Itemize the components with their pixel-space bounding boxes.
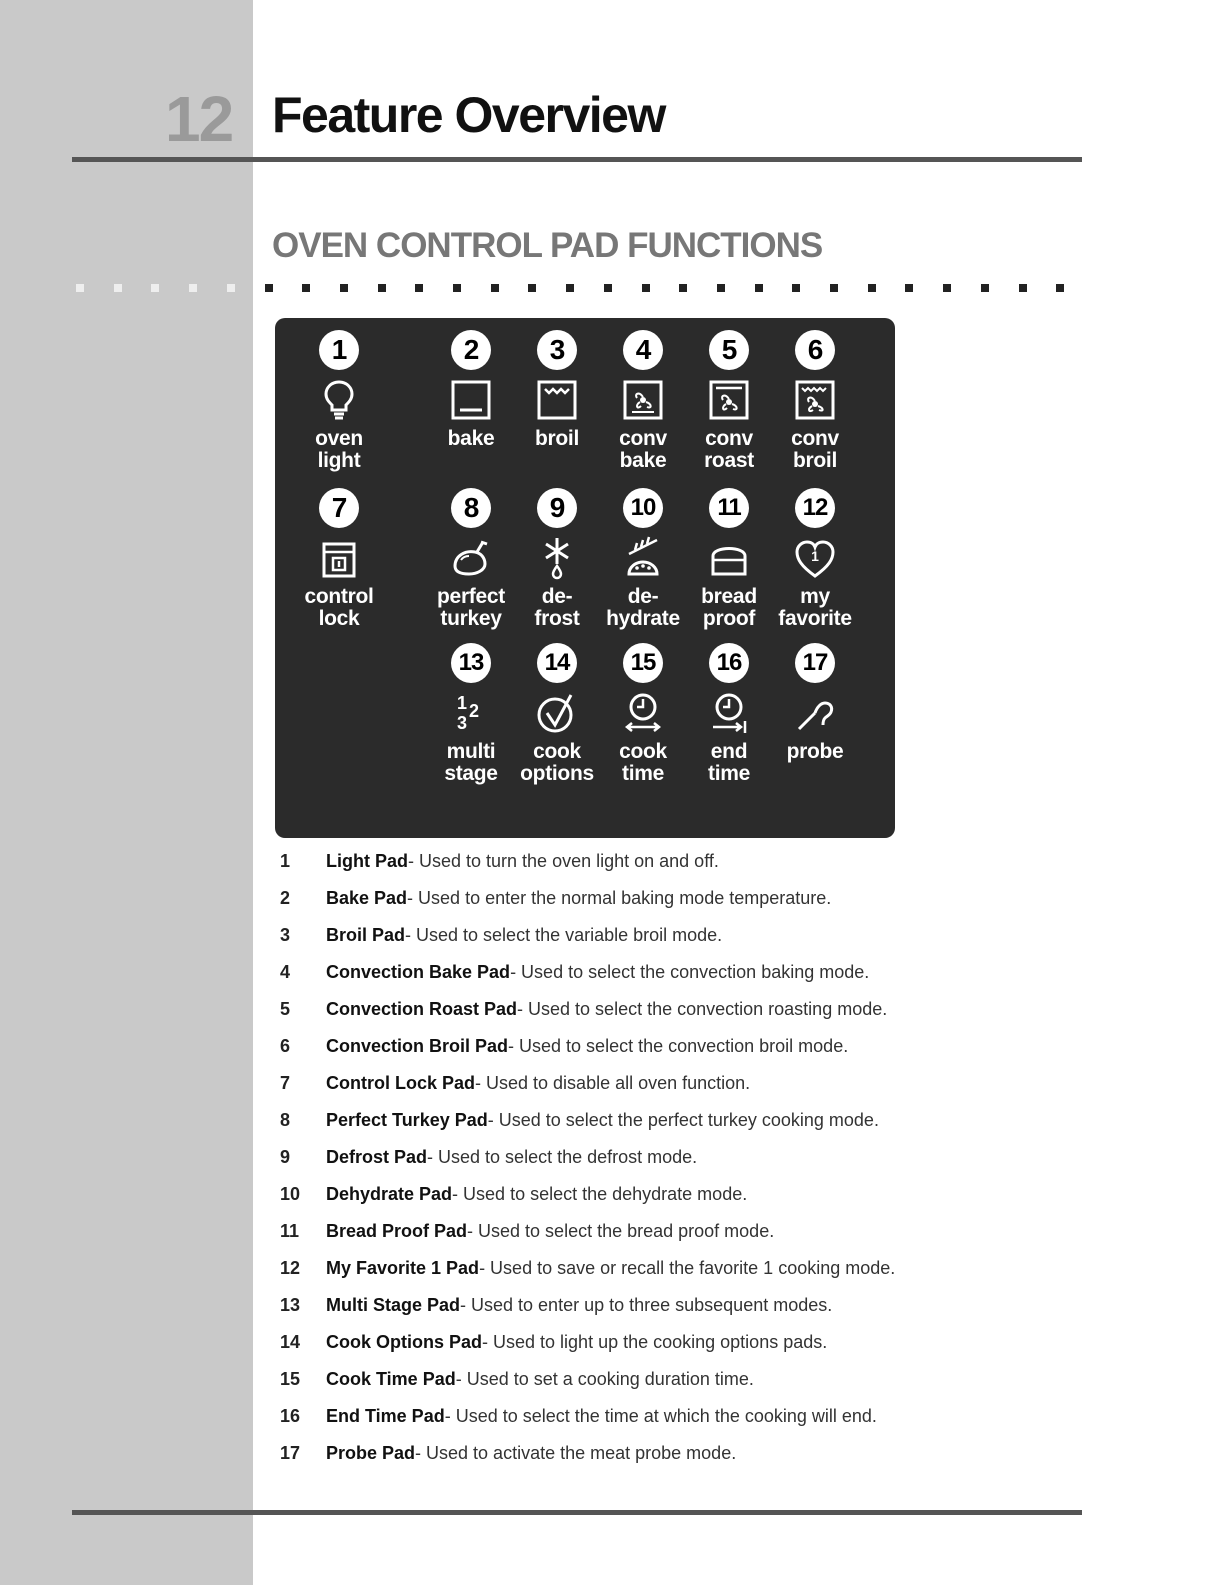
divider-dot: [340, 284, 348, 292]
pad-label: perfect turkey: [437, 585, 505, 630]
divider-dot: [566, 284, 574, 292]
pad-description-text: - Used to light up the cooking options pads.: [482, 1332, 828, 1352]
pad-number-badge: 15: [623, 643, 663, 683]
description-number: 3: [280, 925, 291, 945]
description-number: 11: [280, 1221, 300, 1241]
left-margin-band: [0, 0, 253, 1585]
pad-description-text: - Used to select the time at which the cooking will end.: [444, 1406, 877, 1426]
dehydrate-icon: [619, 534, 667, 582]
pad-name: [326, 1219, 774, 1243]
pad-label: bake: [447, 427, 495, 450]
pad-name: [326, 1404, 877, 1428]
description-item: [280, 849, 1040, 886]
pad-name: [326, 1108, 879, 1132]
description-item: [280, 1108, 1040, 1145]
divider-dot: [528, 284, 536, 292]
control-pad-10[interactable]: [597, 488, 689, 630]
description-item: [280, 1034, 1040, 1071]
pad-name: [326, 1293, 832, 1317]
description-item: [280, 997, 1040, 1034]
description-item: [280, 1441, 1040, 1478]
description-number: 10: [280, 1184, 301, 1204]
defrost-icon: [533, 534, 581, 582]
description-item: [280, 1367, 1040, 1404]
svg-text:1: 1: [457, 693, 468, 713]
pad-label: end time: [708, 740, 750, 785]
end-time-icon: [705, 689, 753, 737]
pad-name-text: Convection Roast Pad: [326, 999, 518, 1019]
description-number: 14: [280, 1332, 301, 1352]
pad-label: de- frost: [534, 585, 580, 630]
pad-number-badge: 6: [795, 330, 835, 370]
oven-control-panel: [275, 318, 895, 838]
description-number: 16: [280, 1406, 301, 1426]
divider-dot: [905, 284, 913, 292]
light-bulb-icon: [315, 376, 363, 424]
pad-name-text: Cook Options Pad: [326, 1332, 483, 1352]
description-number: 9: [280, 1147, 291, 1167]
pad-number-badge: 10: [623, 488, 663, 528]
pad-name: [326, 1182, 747, 1206]
pad-name: [326, 849, 719, 873]
divider-dot: [717, 284, 725, 292]
control-pad-1[interactable]: [293, 330, 385, 472]
divider-dot: [943, 284, 951, 292]
pad-label: cook options: [520, 740, 594, 785]
description-number: 5: [280, 999, 291, 1019]
divider-dot: [868, 284, 876, 292]
divider-dot: [981, 284, 989, 292]
control-pad-17[interactable]: [769, 643, 861, 763]
svg-text:1: 1: [811, 548, 819, 564]
pad-description-text: - Used to select the convection roasting mode.: [517, 999, 888, 1019]
pad-name: [326, 1071, 750, 1095]
description-item: [280, 1293, 1040, 1330]
divider-dot: [189, 284, 197, 292]
multi-stage-icon: [447, 689, 495, 737]
control-pad-11[interactable]: [683, 488, 775, 630]
divider-dot: [1056, 284, 1064, 292]
control-pad-4[interactable]: [597, 330, 689, 472]
pad-number-badge: 8: [451, 488, 491, 528]
control-pad-15[interactable]: [597, 643, 689, 785]
control-pad-6[interactable]: [769, 330, 861, 472]
top-divider: [72, 157, 1082, 162]
description-item: [280, 1219, 1040, 1256]
pad-name: [326, 1034, 848, 1058]
pad-description-text: - Used to disable all oven function.: [475, 1073, 751, 1093]
divider-dot: [453, 284, 461, 292]
control-pad-7[interactable]: [293, 488, 385, 630]
pad-description-text: - Used to enter the normal baking mode temperature.: [407, 888, 832, 908]
pad-description-text: - Used to save or recall the favorite 1 cooking mode.: [479, 1258, 896, 1278]
pad-number-badge: 12: [795, 488, 835, 528]
divider-dot: [491, 284, 499, 292]
description-number: 13: [280, 1295, 301, 1315]
pad-description-list: [280, 849, 1040, 1478]
divider-dot: [679, 284, 687, 292]
control-pad-14[interactable]: [511, 643, 603, 785]
pad-label: conv broil: [791, 427, 839, 472]
divider-dot: [151, 284, 159, 292]
pad-description-text: - Used to select the perfect turkey cooking mode.: [487, 1110, 879, 1130]
pad-label: conv bake: [619, 427, 667, 472]
cook-time-icon: [619, 689, 667, 737]
description-number: 6: [280, 1036, 291, 1056]
pad-number-badge: 13: [451, 643, 491, 683]
pad-name: [326, 1367, 754, 1391]
pad-number-badge: 16: [709, 643, 749, 683]
description-number: 4: [280, 962, 291, 982]
pad-number-badge: 14: [537, 643, 577, 683]
control-pad-5[interactable]: [683, 330, 775, 472]
pad-name-text: Multi Stage Pad: [326, 1295, 461, 1315]
pad-label: multi stage: [444, 740, 498, 785]
description-number: 12: [280, 1258, 301, 1278]
pad-number-badge: 1: [319, 330, 359, 370]
description-number: 2: [280, 888, 291, 908]
pad-name: [326, 1330, 827, 1354]
pad-name-text: Defrost Pad: [326, 1147, 428, 1167]
conv-roast-icon: [705, 376, 753, 424]
pad-name-text: Bake Pad: [326, 888, 408, 908]
bread-icon: [705, 534, 753, 582]
pad-name: [326, 1441, 736, 1465]
description-item: [280, 1182, 1040, 1219]
pad-number-badge: 17: [795, 643, 835, 683]
description-number: 7: [280, 1073, 291, 1093]
pad-label: bread proof: [701, 585, 757, 630]
pad-number-badge: 3: [537, 330, 577, 370]
pad-number-badge: 4: [623, 330, 663, 370]
divider-dot: [265, 284, 273, 292]
description-number: 8: [280, 1110, 291, 1130]
divider-dot: [114, 284, 122, 292]
pad-name-text: Convection Bake Pad: [326, 962, 511, 982]
description-number: 1: [280, 851, 291, 871]
conv-broil-icon: [791, 376, 839, 424]
description-number: 17: [280, 1443, 301, 1463]
description-item: [280, 1330, 1040, 1367]
lock-icon: [315, 534, 363, 582]
pad-name-text: Control Lock Pad: [326, 1073, 476, 1093]
description-item: [280, 960, 1040, 997]
pad-name-text: Broil Pad: [326, 925, 406, 945]
pad-description-text: - Used to select the dehydrate mode.: [452, 1184, 748, 1204]
control-pad-9[interactable]: [511, 488, 603, 630]
pad-name-text: Convection Broil Pad: [326, 1036, 509, 1056]
pad-label: de- hydrate: [606, 585, 680, 630]
pad-name-text: End Time Pad: [326, 1406, 445, 1426]
description-item: [280, 1256, 1040, 1293]
bake-icon: [447, 376, 495, 424]
control-pad-12[interactable]: [769, 488, 861, 630]
pad-description-text: - Used to select the bread proof mode.: [467, 1221, 775, 1241]
pad-name-text: Probe Pad: [326, 1443, 416, 1463]
svg-text:2: 2: [469, 701, 480, 721]
divider-dot: [642, 284, 650, 292]
pad-label: control lock: [304, 585, 374, 630]
pad-label: probe: [786, 740, 844, 763]
pad-name: [326, 886, 831, 910]
heart-icon: [791, 534, 839, 582]
description-item: [280, 1145, 1040, 1182]
svg-text:3: 3: [457, 713, 468, 733]
bottom-divider: [72, 1510, 1082, 1515]
description-item: [280, 1071, 1040, 1108]
divider-dot: [227, 284, 235, 292]
pad-label: conv roast: [704, 427, 754, 472]
control-pad-13[interactable]: [425, 643, 517, 785]
page-number: 12: [165, 83, 233, 155]
control-pad-2[interactable]: [425, 330, 517, 450]
control-pad-8[interactable]: [425, 488, 517, 630]
control-pad-16[interactable]: [683, 643, 775, 785]
pad-name-text: Perfect Turkey Pad: [326, 1110, 488, 1130]
dotted-divider: [72, 284, 1082, 294]
pad-name-text: Dehydrate Pad: [326, 1184, 453, 1204]
description-item: [280, 886, 1040, 923]
chapter-title: Feature Overview: [272, 87, 665, 143]
description-item: [280, 923, 1040, 960]
divider-dot: [378, 284, 386, 292]
pad-description-text: - Used to activate the meat probe mode.: [415, 1443, 737, 1463]
pad-name-text: Bread Proof Pad: [326, 1221, 468, 1241]
divider-dot: [1019, 284, 1027, 292]
pad-name: [326, 923, 722, 947]
pad-number-badge: 5: [709, 330, 749, 370]
pad-label: cook time: [619, 740, 667, 785]
pad-name: [326, 1256, 895, 1280]
pad-description-text: - Used to select the convection baking mode.: [510, 962, 870, 982]
pad-description-text: - Used to set a cooking duration time.: [455, 1369, 754, 1389]
pad-name: [326, 960, 869, 984]
pad-description-text: - Used to turn the oven light on and off.: [408, 851, 719, 871]
divider-dot: [415, 284, 423, 292]
pad-label: broil: [535, 427, 579, 450]
pad-description-text: - Used to select the convection broil mode.: [508, 1036, 849, 1056]
conv-bake-icon: [619, 376, 667, 424]
description-item: [280, 1404, 1040, 1441]
pad-name-text: Light Pad: [326, 851, 408, 871]
broil-icon: [533, 376, 581, 424]
divider-dot: [302, 284, 310, 292]
pad-name-text: Cook Time Pad: [326, 1369, 456, 1389]
pad-name: [326, 1145, 697, 1169]
divider-dot: [604, 284, 612, 292]
pad-name: [326, 997, 887, 1021]
pad-description-text: - Used to enter up to three subsequent modes.: [460, 1295, 833, 1315]
pad-description-text: - Used to select the variable broil mode.: [405, 925, 723, 945]
pad-description-text: - Used to select the defrost mode.: [427, 1147, 698, 1167]
divider-dot: [830, 284, 838, 292]
pad-label: oven light: [315, 427, 363, 472]
section-title: OVEN CONTROL PAD FUNCTIONS: [272, 226, 823, 265]
checkmark-icon: [533, 689, 581, 737]
probe-icon: [791, 689, 839, 737]
divider-dot: [755, 284, 763, 292]
pad-number-badge: 9: [537, 488, 577, 528]
pad-number-badge: 2: [451, 330, 491, 370]
pad-number-badge: 7: [319, 488, 359, 528]
pad-number-badge: 11: [709, 488, 749, 528]
control-pad-3[interactable]: [511, 330, 603, 450]
pad-label: my favorite: [778, 585, 852, 630]
description-number: 15: [280, 1369, 301, 1389]
divider-dot: [76, 284, 84, 292]
divider-dot: [792, 284, 800, 292]
pad-name-text: My Favorite 1 Pad: [326, 1258, 480, 1278]
turkey-icon: [447, 534, 495, 582]
